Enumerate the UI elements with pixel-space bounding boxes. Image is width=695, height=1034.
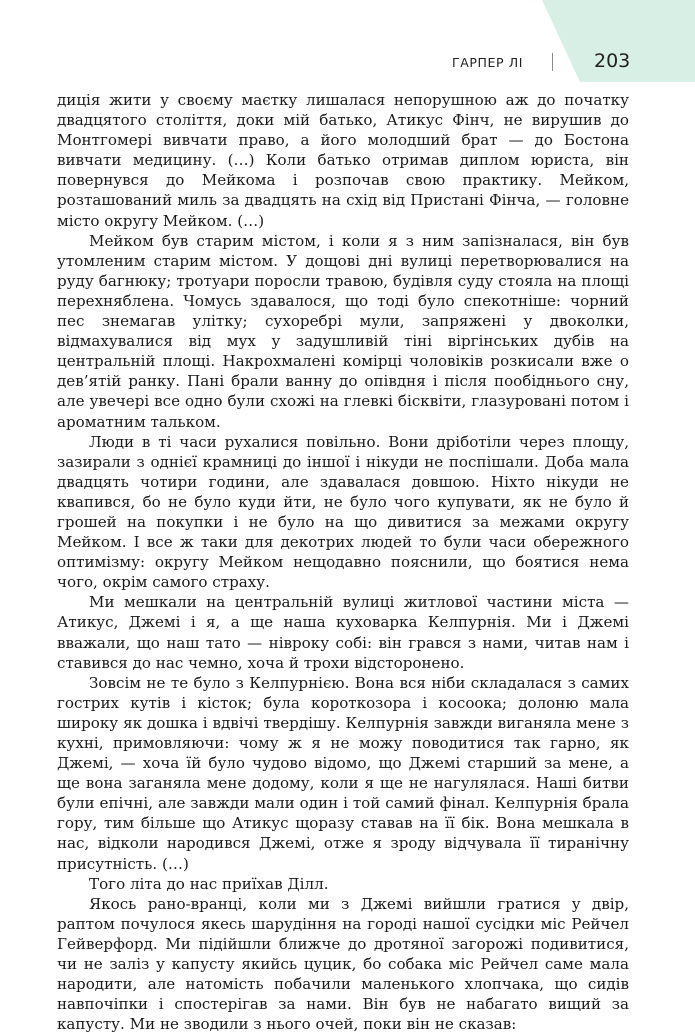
paragraph: Того літа до нас приїхав Ділл. — [89, 874, 329, 893]
paragraph: Мейком був старим містом, і коли я з ним запізналася, він був утомленим старим містом. У дощові дні вулиці перетворювалися на руду багнюку; тротуари поросли травою, будівля суду стояла на площі перехнябленa. Чомусь здавалося, що тоді було спекотніше: чорний пес знемагав улітку; сухоребрі мули, запряжені у двоколки, відмахувалися від мух у задушливій тіні віргінських дубів на центральній площі. Накрохмалені комірці чоловіків розкисали вже о дев’ятій ранку. Пані брали ванну до опівдня і після пообіднього сну, але увечері все одно були схожі на глевкі бісквіти, глазуровані потом і ароматним тальком. — [57, 231, 629, 431]
paragraph: Якось рано-вранці, коли ми з Джемі вийшли гратися у двір, раптом почулося якесь шарудіння на городі нашої сусідки міс Рейчел Гейверфорд. Ми підійшли ближче до дротяної загорожі подивитися, чи не заліз у капусту якийсь цуцик, бо собака міс Рейчел саме мала народити, але натомість побачили маленького хлопчака, що сидів навпочіпки і спостерігав за нами. Він був не набагато вищий за капусту. Ми не зводили з нього очей, поки він не сказав: — [57, 894, 629, 1034]
body-text — [57, 90, 629, 1034]
running-header-author: ГАРПЕР ЛІ — [452, 55, 524, 70]
header-divider — [552, 53, 553, 71]
paragraph: Ми мешкали на центральній вулиці житлової частини міста — Атикус, Джемі і я, а ще наша куховарка Келпурнія. Ми і Джемі вважали, що наш тато — нівроку собі: він грався з нами, читав нам і ставився до нас чемно, хоча й трохи відсторонено. — [57, 593, 629, 672]
paragraph: Люди в ті часи рухалися повільно. Вони дріботіли через площу, зазирали з однієї крамниці до іншої і нікуди не поспішали. Доба мала двадцять чотири години, але здавалася довшою. Ніхто нікуди не квапився, бо не було куди йти, не було чого купувати, як не було й грошей на покупки і не було на що дивитися за межами округу Мейком. І все ж таки для декотрих людей то були часи обережного оптимізму: округу Мейком нещодавно пояснили, що боятися нема чого, окрім самого страху. — [57, 432, 629, 592]
paragraph: Зовсім не те було з Келпурнією. Вона вся ніби складалася з самих гострих кутів і кісток; була короткозора і косоока; долоню мала широку як дошка і вдвічі твердішу. Келпурнія завжди виганяла мене з кухні, примовляючи: чому ж я не можу поводитися так гарно, як Джемі, — хоча їй було чудово відомо, що Джемі старший за мене, а ще вона заганяла мене додому, коли я ще не нагулялася. Наші битви були епічні, але завжди мали один і той самий фінал. Келпурнія брала гору, тим більше що Атикус щоразу ставав на її бік. Вона мешкала в нас, відколи народився Джемі, отже я зроду відчувала її тиранічну присутність. (…) — [57, 673, 629, 873]
page-number: 203 — [594, 50, 631, 72]
paragraph: диція жити у своєму маєтку лишалася непорушною аж до початку двадцятого століття, доки мій батько, Атикус Фінч, не вирушив до Монтгомері вивчати право, а його молодший брат — до Бостона вивчати медицину. (…) Коли батько отримав диплом юриста, він повернувся до Мейкома і розпочав свою практику. Мейком, розташований миль за двадцять на схід від Пристані Фінча, — головне місто округу Мейком. (…) — [57, 91, 629, 230]
